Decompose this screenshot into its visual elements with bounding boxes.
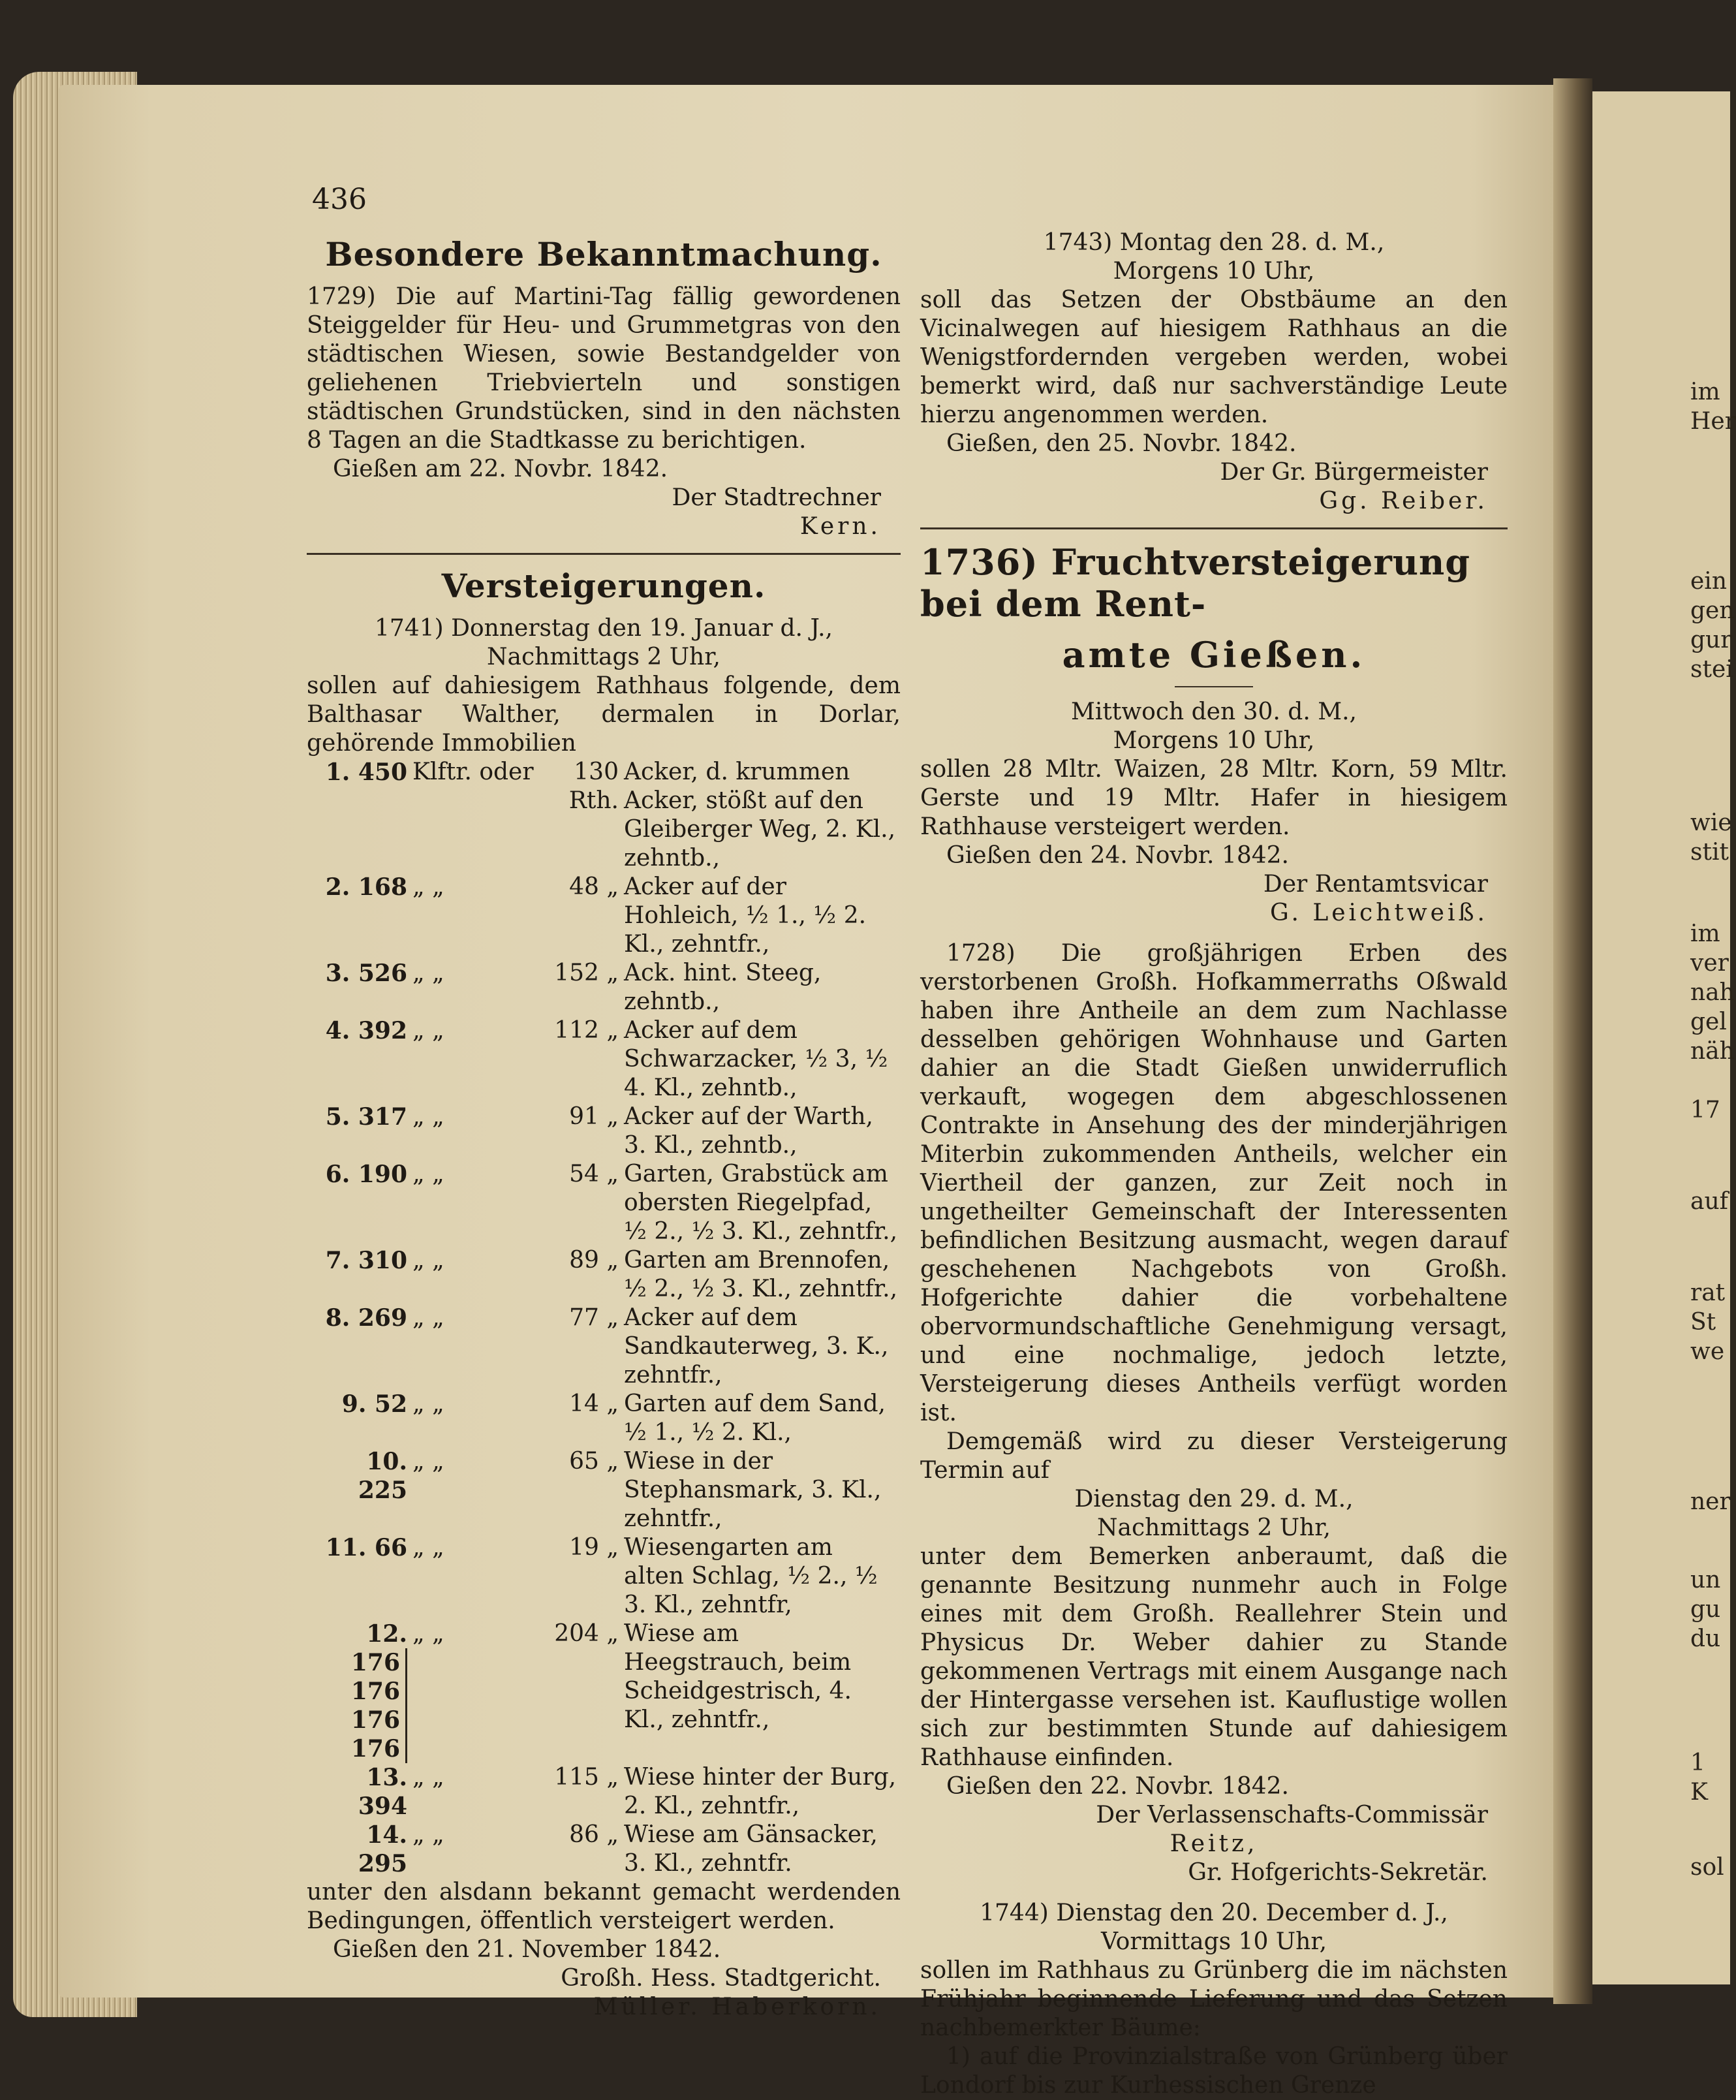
notice-1743-text: soll das Setzen der Obstbäume an den Vicinalwegen auf hiesigem Rathhaus an die Wenigstfordernden vergeben werden, wobei bemerkt wird, daß nur sachverständige Leute hierzu angenommen werden. (920, 287, 1508, 428)
lot-unit: „ „ (412, 1821, 444, 1848)
notice-1736-date-line: Gießen den 24. Novbr. 1842. (946, 842, 1289, 869)
lot-number: 13. 394 (358, 1764, 407, 1820)
lot-unit: „ „ (412, 1247, 444, 1274)
lot-unit: Klftr. oder (412, 759, 534, 785)
fragment: ver (1690, 950, 1729, 977)
lot-rods: 77 „ (569, 1304, 619, 1331)
table-row (307, 959, 901, 1016)
lot-unit: „ „ (412, 1448, 444, 1475)
lot-number: 6. 190 (325, 1161, 407, 1188)
lot-number: 3. 526 (325, 960, 407, 987)
notice-1728-signer-title: Der Verlassenschafts-Commissär (1096, 1802, 1488, 1828)
notice-1736-signer-name: G. Leichtweiß. (1269, 900, 1488, 926)
lot-rods: 89 „ (569, 1247, 619, 1274)
left-column (307, 235, 901, 2022)
table-row (307, 1763, 901, 1821)
fragment: St (1690, 1309, 1716, 1336)
table-row (307, 1533, 901, 1620)
fragment: im (1690, 379, 1720, 405)
table-row (307, 1390, 901, 1447)
notice-1744-time: Vormittags 10 Uhr, (1100, 1928, 1327, 1955)
notice-1744-text: sollen im Rathhaus zu Grünberg die im nächsten Frühjahr beginnende Lieferung und das Setzen nachbemerkter Bäume: (920, 1957, 1508, 2041)
fragment: stit (1690, 839, 1729, 866)
lot-rods: 115 „ (554, 1764, 619, 1791)
notice-1728-text: 1728) Die großjährigen Erben des verstorbenen Großh. Hofkammerraths Oßwald haben ihre Antheile an dem zum Nachlasse desselben gehörigen Wohnhause und Garten dahier an die Stadt Gießen unwiderruflich verkauft, wogegen dem abgeschlossenen Contrakte in Ansehung des der minderjährigen Miterbin zukommenden Antheils, welcher ein Viertheil der ganzen, zur Zeit noch in ungetheilter Gemeinschaft der Interessenten befindlichen Besitzung ausmacht, wegen darauf geschehenen Nachgebots von Großh. Hofgerichte dahier die vorbehaltene obervormundschaftliche Genehmigung versagt, und eine nochmalige, jedoch letzte, Versteigerung dieses Antheils verfügt worden ist. (920, 940, 1508, 1426)
lot-number: 10. 225 (358, 1448, 407, 1504)
divider (920, 527, 1508, 529)
lot-number: 11. 66 (325, 1534, 407, 1561)
lot-unit: „ „ (412, 1390, 444, 1417)
notice-1729-date: Gießen am 22. Novbr. 1842. (333, 456, 668, 482)
lot-description: Acker auf dem Sandkauterweg, 3. K., zehntfr., (624, 1304, 889, 1388)
notice-1743-date: 1743) Montag den 28. d. M., (1043, 229, 1385, 256)
lot-description: Garten, Grabstück am obersten Riegelpfad, ½ 2., ½ 3. Kl., zehntfr., (624, 1161, 898, 1245)
notice-1741-intro: sollen auf dahiesigem Rathhaus folgende, dem Balthasar Walther, dermalen in Dorlar, gehörende Immobilien (307, 672, 901, 757)
lot-rods: 65 „ (569, 1448, 619, 1475)
lot-description: Wiese hinter der Burg, 2. Kl., zehntfr., (624, 1764, 897, 1819)
lot-description: Acker, d. krummen Acker, stößt auf den Gleiberger Weg, 2. Kl., zehntb., (624, 759, 896, 871)
fragment: stei (1690, 656, 1733, 683)
table-row (307, 1821, 901, 1878)
fragment: 1 (1690, 1749, 1705, 1776)
sub-parcel: 176 (350, 1735, 400, 1763)
fragment: gu (1690, 1596, 1721, 1623)
notice-1736-signer-title: Der Rentamtsvicar (1263, 871, 1488, 898)
fragment: 17 (1690, 1097, 1720, 1123)
notice-1744-date: 1744) Dienstag den 20. December d. J., (980, 1900, 1448, 1926)
fragment: sol (1690, 1854, 1724, 1881)
lot-description: Ack. hint. Steeg, zehntb., (624, 960, 822, 1015)
notice-1743-signer-name: Gg. Reiber. (1319, 488, 1488, 514)
notice-1729-text: 1729) Die auf Martini-Tag fällig gewordenen Steiggelder für Heu- und Grummetgras von den städtischen Wiesen, sowie Bestandgelder von geliehenen Triebvierteln und sonstigen städtischen Grundstücken, sind in den nächsten 8 Tagen an die Stadtkasse zu berichtigen. (307, 283, 901, 454)
lot-unit: „ „ (412, 1304, 444, 1331)
fragment: wie (1690, 809, 1732, 836)
lot-number: 2. 168 (325, 873, 407, 901)
lot-number (307, 1620, 410, 1763)
notice-1728-signer-role: Gr. Hofgerichts-Sekretär. (1188, 1859, 1488, 1886)
notice-1741-date: 1741) Donnerstag den 19. Januar d. J., (375, 615, 833, 642)
notice-1728-date: Dienstag den 29. d. M., (1074, 1486, 1354, 1512)
fragment: nah (1690, 979, 1735, 1006)
lot-description: Acker auf der Warth, 3. Kl., zehntb., (624, 1103, 873, 1159)
notice-1736-heading: 1736) Fruchtversteigerung bei dem Rent- (920, 541, 1471, 625)
notice-1729-signer-title: Der Stadtrechner (672, 484, 881, 511)
notice-1741-outro: unter den alsdann bekannt gemacht werdenden Bedingungen, öffentlich versteigert werden. (307, 1879, 901, 1934)
lot-number: 8. 269 (325, 1304, 407, 1332)
table-row (307, 1160, 901, 1246)
lot-description: Wiese am Heegstrauch, beim Scheidgestrisch, 4. Kl., zehntfr., (624, 1620, 852, 1733)
sub-parcel: 176 (350, 1649, 400, 1676)
lot-number-label: 12. (366, 1620, 407, 1648)
lot-number: 14. 295 (358, 1821, 407, 1877)
lot-rods: 54 „ (569, 1161, 619, 1187)
notice-1728-date-line: Gießen den 22. Novbr. 1842. (946, 1773, 1289, 1800)
property-table (307, 758, 901, 1878)
right-column (920, 228, 1508, 2100)
fragment: gen (1690, 597, 1735, 624)
fragment: un (1690, 1567, 1721, 1593)
lot-rods: 48 „ (569, 873, 619, 900)
notice-1744-item-1: 1) auf die Provinzialstraße von Grünberg über Londorf bis zur Kurhessischen Grenze (920, 2043, 1508, 2099)
notice-1728-signer-name: Reitz, (1170, 1830, 1258, 1857)
page-number: 436 (312, 183, 367, 216)
lot-rods: 152 „ (554, 960, 619, 986)
lot-number: 4. 392 (325, 1017, 407, 1044)
sub-parcel: 176 (350, 1706, 400, 1734)
lot-unit: „ „ (412, 1017, 444, 1044)
notice-1728-text-cont: unter dem Bemerken anberaumt, daß die genannte Besitzung nunmehr auch in Folge eines mit dem Großh. Reallehrer Stein und Physicus Dr. Weber dahier zu Stande gekommenen Vertrags mit einem Ausgange nach der Hintergasse versehen ist. Kauflustige wollen sich zur bestimmten Stunde auf dahiesigem Rathhause einfinden. (920, 1543, 1508, 1771)
fragment: gel (1690, 1009, 1727, 1035)
table-row (307, 1304, 901, 1390)
lot-description: Wiese am Gänsacker, 3. Kl., zehntfr. (624, 1821, 878, 1877)
table-row (307, 758, 901, 873)
lot-description: Acker auf dem Schwarzacker, ½ 3, ½ 4. Kl., zehntb., (624, 1017, 888, 1101)
fragment: rat (1690, 1279, 1726, 1306)
table-row (307, 1447, 901, 1533)
notice-1736-date: Mittwoch den 30. d. M., (1071, 698, 1357, 725)
notice-1741-signer-names: Müller. Haberkorn. (593, 1994, 881, 2020)
notice-1743-time: Morgens 10 Uhr, (1113, 258, 1315, 285)
book-gutter (1553, 78, 1592, 2004)
lot-description: Acker auf der Hohleich, ½ 1., ½ 2. Kl., zehntfr., (624, 873, 867, 958)
notice-1728-time: Nachmittags 2 Uhr, (1097, 1514, 1331, 1541)
fragment: K (1690, 1779, 1708, 1806)
lot-rods: 14 „ (569, 1390, 619, 1417)
fragment: auf (1690, 1188, 1728, 1215)
lot-number: 5. 317 (325, 1103, 407, 1131)
lot-rods: 204 „ (554, 1620, 619, 1647)
notice-1728-termin: Demgemäß wird zu dieser Versteigerung Termin auf (920, 1428, 1508, 1484)
fragment: du (1690, 1625, 1721, 1652)
lot-unit: „ „ (412, 1764, 444, 1791)
lot-rods: 130 Rth. (568, 759, 619, 814)
lot-unit: „ „ (412, 873, 444, 900)
sub-parcel: 176 (350, 1678, 400, 1705)
fragment: ein (1690, 568, 1728, 595)
short-divider (1175, 686, 1253, 687)
fragment: gur (1690, 627, 1732, 653)
lot-unit: „ „ (412, 1161, 444, 1187)
lot-rods: 91 „ (569, 1103, 619, 1130)
notice-1743-signer-title: Der Gr. Bürgermeister (1220, 459, 1488, 486)
notice-1741-date-line: Gießen den 21. November 1842. (333, 1936, 721, 1963)
facing-page-fragment (1592, 91, 1736, 1984)
fragment: we (1690, 1338, 1725, 1365)
table-row (307, 873, 901, 959)
notice-1741-signer-title: Großh. Hess. Stadtgericht. (561, 1965, 881, 1992)
notice-1729-signer-name: Kern. (799, 513, 881, 540)
lot-description: Garten auf dem Sand, ½ 1., ½ 2. Kl., (624, 1390, 886, 1446)
lot-unit: „ „ (412, 1534, 444, 1561)
table-row (307, 1620, 901, 1763)
lot-description: Garten am Brennofen, ½ 2., ½ 3. Kl., zehntfr., (624, 1247, 898, 1302)
table-row (307, 1103, 901, 1160)
notice-1741-time: Nachmittags 2 Uhr, (487, 644, 721, 670)
table-row (307, 1016, 901, 1103)
lot-unit: „ „ (412, 1103, 444, 1130)
notice-1736-text: sollen 28 Mltr. Waizen, 28 Mltr. Korn, 59 Mltr. Gerste und 19 Mltr. Hafer in hiesigem Rathhause versteigert werden. (920, 756, 1508, 840)
fragment: im (1690, 920, 1720, 947)
section-heading: Versteigerungen. (441, 567, 766, 605)
lot-rods: 86 „ (569, 1821, 619, 1848)
notice-1736-time: Morgens 10 Uhr, (1113, 727, 1315, 754)
lot-number: 1. 450 (325, 759, 407, 786)
lot-number: 7. 310 (325, 1247, 407, 1274)
lot-rods: 112 „ (554, 1017, 619, 1044)
lot-number: 9. 52 (341, 1390, 407, 1418)
section-heading: Besondere Bekanntmachung. (325, 235, 882, 274)
lot-unit: „ „ (412, 1620, 444, 1647)
lot-description: Wiesengarten am alten Schlag, ½ 2., ½ 3. Kl., zehntfr, (624, 1534, 878, 1618)
fragment: näh (1690, 1038, 1735, 1065)
lot-unit: „ „ (412, 960, 444, 986)
fragment: ner (1690, 1488, 1731, 1515)
lot-sub-parcels (351, 1648, 407, 1763)
lot-rods: 19 „ (569, 1534, 619, 1561)
notice-1743-date-line: Gießen, den 25. Novbr. 1842. (946, 430, 1297, 457)
fragment: Her (1690, 408, 1736, 435)
table-row (307, 1246, 901, 1304)
lot-description: Wiese in der Stephansmark, 3. Kl., zehntfr., (624, 1448, 882, 1532)
divider (307, 553, 901, 555)
notice-1736-heading-cont: amte Gießen. (1062, 634, 1366, 676)
